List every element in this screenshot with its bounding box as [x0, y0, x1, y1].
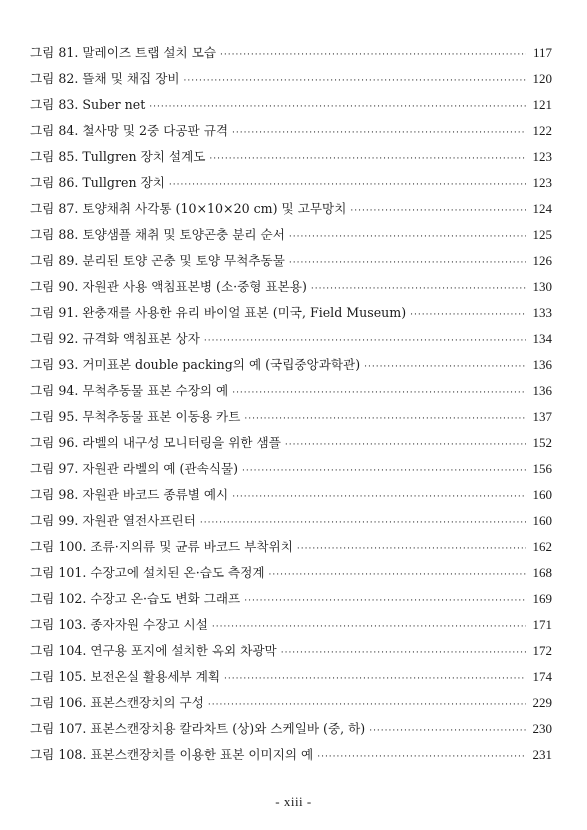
toc-entry-label: 그림 91. 완충재를 사용한 유리 바이얼 표본 (미국, Field Museum) — [30, 305, 407, 320]
toc-entry-label: 그림 98. 자원관 바코드 종류별 예시 — [30, 487, 229, 502]
toc-dot-leader — [285, 432, 526, 458]
toc-entry-label: 그림 93. 거미표본 double packing의 예 (국립중앙과학관) — [30, 357, 361, 372]
toc-dot-leader — [364, 354, 526, 380]
toc-entry-page: 172 — [532, 643, 552, 658]
toc-entry-label: 그림 85. Tullgren 장치 설계도 — [30, 149, 206, 164]
toc-dot-leader — [220, 42, 526, 68]
toc-entry-page: 230 — [532, 721, 552, 736]
toc-entry-label: 그림 106. 표본스캔장치의 구성 — [30, 695, 204, 710]
toc-entry-label: 그림 102. 수장고 온·습도 변화 그래프 — [30, 591, 241, 606]
toc-entry-label: 그림 92. 규격화 액침표본 상자 — [30, 331, 200, 346]
toc-entry-page: 126 — [532, 253, 552, 268]
toc-entry-label: 그림 88. 토양샘플 채취 및 토양곤충 분리 순서 — [30, 227, 285, 242]
toc-entry-page: 130 — [532, 279, 552, 294]
toc-entry-page: 123 — [532, 175, 552, 190]
toc-dot-leader — [149, 94, 526, 120]
toc-entry[interactable] — [30, 742, 552, 768]
toc-entry-label: 그림 83. Suber net — [30, 97, 146, 112]
toc-entry-label: 그림 87. 토양채취 사각통 (10×10×20 cm) 및 고무망치 — [30, 201, 347, 216]
toc-entry-page: 136 — [532, 383, 552, 398]
toc-entry-page: 125 — [532, 227, 552, 242]
toc-entry-page: 152 — [532, 435, 552, 450]
toc-entry[interactable] — [30, 404, 552, 430]
toc-entry[interactable] — [30, 378, 552, 404]
toc-entry[interactable] — [30, 248, 552, 274]
toc-dot-leader — [184, 68, 526, 94]
toc-dot-leader — [317, 744, 526, 770]
toc-entry-label: 그림 103. 종자자원 수장고 시설 — [30, 617, 208, 632]
toc-dot-leader — [212, 614, 526, 640]
toc-dot-leader — [244, 588, 526, 614]
toc-entry[interactable] — [30, 326, 552, 352]
toc-entry-label: 그림 101. 수장고에 설치된 온·습도 측정계 — [30, 565, 265, 580]
toc-entry-page: 123 — [532, 149, 552, 164]
toc-entry[interactable] — [30, 560, 552, 586]
toc-entry-page: 124 — [532, 201, 552, 216]
toc-dot-leader — [208, 692, 526, 718]
toc-entry-label: 그림 100. 조류·지의류 및 균류 바코드 부착위치 — [30, 539, 293, 554]
toc-entry-label: 그림 82. 뜰채 및 채집 장비 — [30, 71, 180, 86]
toc-dot-leader — [311, 276, 526, 302]
toc-entry-page: 120 — [532, 71, 552, 86]
toc-dot-leader — [281, 640, 526, 666]
table-of-figures — [30, 40, 552, 768]
toc-dot-leader — [410, 302, 526, 328]
toc-dot-leader — [200, 510, 526, 536]
toc-entry-label: 그림 108. 표본스캔장치를 이용한 표본 이미지의 예 — [30, 747, 314, 762]
toc-entry[interactable] — [30, 690, 552, 716]
toc-entry-label: 그림 95. 무척추동물 표본 이동용 카트 — [30, 409, 241, 424]
toc-entry-page: 117 — [532, 45, 552, 60]
toc-entry-page: 160 — [532, 487, 552, 502]
toc-entry-label: 그림 97. 자원관 라벨의 예 (관속식물) — [30, 461, 239, 476]
toc-dot-leader — [289, 224, 526, 250]
toc-entry-page: 121 — [532, 97, 552, 112]
toc-dot-leader — [224, 666, 526, 692]
toc-entry-page: 160 — [532, 513, 552, 528]
toc-dot-leader — [244, 406, 526, 432]
toc-entry-label: 그림 86. Tullgren 장치 — [30, 175, 165, 190]
toc-entry-label: 그림 96. 라벨의 내구성 모니터링을 위한 샘플 — [30, 435, 281, 450]
toc-entry[interactable] — [30, 586, 552, 612]
toc-entry[interactable] — [30, 664, 552, 690]
toc-dot-leader — [169, 172, 526, 198]
toc-entry[interactable] — [30, 430, 552, 456]
toc-entry-page: 134 — [532, 331, 552, 346]
toc-dot-leader — [242, 458, 526, 484]
toc-entry-label: 그림 84. 철사망 및 2중 다공판 규격 — [30, 123, 229, 138]
toc-entry-label: 그림 99. 자원관 열전사프린터 — [30, 513, 196, 528]
toc-dot-leader — [232, 380, 526, 406]
toc-dot-leader — [297, 536, 526, 562]
toc-dot-leader — [369, 718, 526, 744]
toc-dot-leader — [209, 146, 526, 172]
toc-dot-leader — [269, 562, 526, 588]
toc-entry[interactable] — [30, 274, 552, 300]
toc-entry-page: 169 — [532, 591, 552, 606]
toc-dot-leader — [204, 328, 526, 354]
toc-entry-page: 231 — [532, 747, 552, 762]
toc-entry[interactable] — [30, 222, 552, 248]
toc-entry-page: 174 — [532, 669, 552, 684]
toc-dot-leader — [232, 120, 526, 146]
toc-entry-label: 그림 81. 말레이즈 트랩 설치 모습 — [30, 45, 217, 60]
toc-entry-page: 162 — [532, 539, 552, 554]
toc-entry-page: 171 — [532, 617, 552, 632]
toc-dot-leader — [350, 198, 526, 224]
toc-entry-label: 그림 104. 연구용 포지에 설치한 옥외 차광막 — [30, 643, 277, 658]
toc-entry[interactable] — [30, 352, 552, 378]
toc-entry[interactable] — [30, 118, 552, 144]
toc-entry-page: 229 — [532, 695, 552, 710]
toc-entry-page: 168 — [532, 565, 552, 580]
toc-entry[interactable] — [30, 66, 552, 92]
toc-entry[interactable] — [30, 92, 552, 118]
toc-entry[interactable] — [30, 716, 552, 742]
toc-entry[interactable] — [30, 196, 552, 222]
toc-entry-label: 그림 89. 분리된 토양 곤충 및 토양 무척추동물 — [30, 253, 285, 268]
toc-entry-label: 그림 107. 표본스캔장치용 칼라차트 (상)와 스케일바 (중, 하) — [30, 721, 366, 736]
toc-entry[interactable] — [30, 508, 552, 534]
toc-entry[interactable] — [30, 482, 552, 508]
toc-entry[interactable] — [30, 40, 552, 66]
toc-entry-page: 122 — [532, 123, 552, 138]
toc-entry-page: 137 — [532, 409, 552, 424]
toc-entry-page: 136 — [532, 357, 552, 372]
toc-dot-leader — [232, 484, 526, 510]
toc-entry-page: 133 — [532, 305, 552, 320]
page-number: - xiii - — [275, 794, 312, 809]
toc-entry[interactable] — [30, 534, 552, 560]
toc-dot-leader — [289, 250, 526, 276]
toc-entry[interactable] — [30, 170, 552, 196]
toc-entry-label: 그림 105. 보전온실 활용세부 계획 — [30, 669, 221, 684]
toc-entry[interactable] — [30, 456, 552, 482]
toc-entry[interactable] — [30, 144, 552, 170]
toc-entry[interactable] — [30, 612, 552, 638]
toc-entry-label: 그림 90. 자원관 사용 액침표본병 (소·중형 표본용) — [30, 279, 307, 294]
toc-entry-label: 그림 94. 무척추동물 표본 수장의 예 — [30, 383, 229, 398]
toc-entry-page: 156 — [532, 461, 552, 476]
toc-entry[interactable] — [30, 638, 552, 664]
toc-entry[interactable] — [30, 300, 552, 326]
